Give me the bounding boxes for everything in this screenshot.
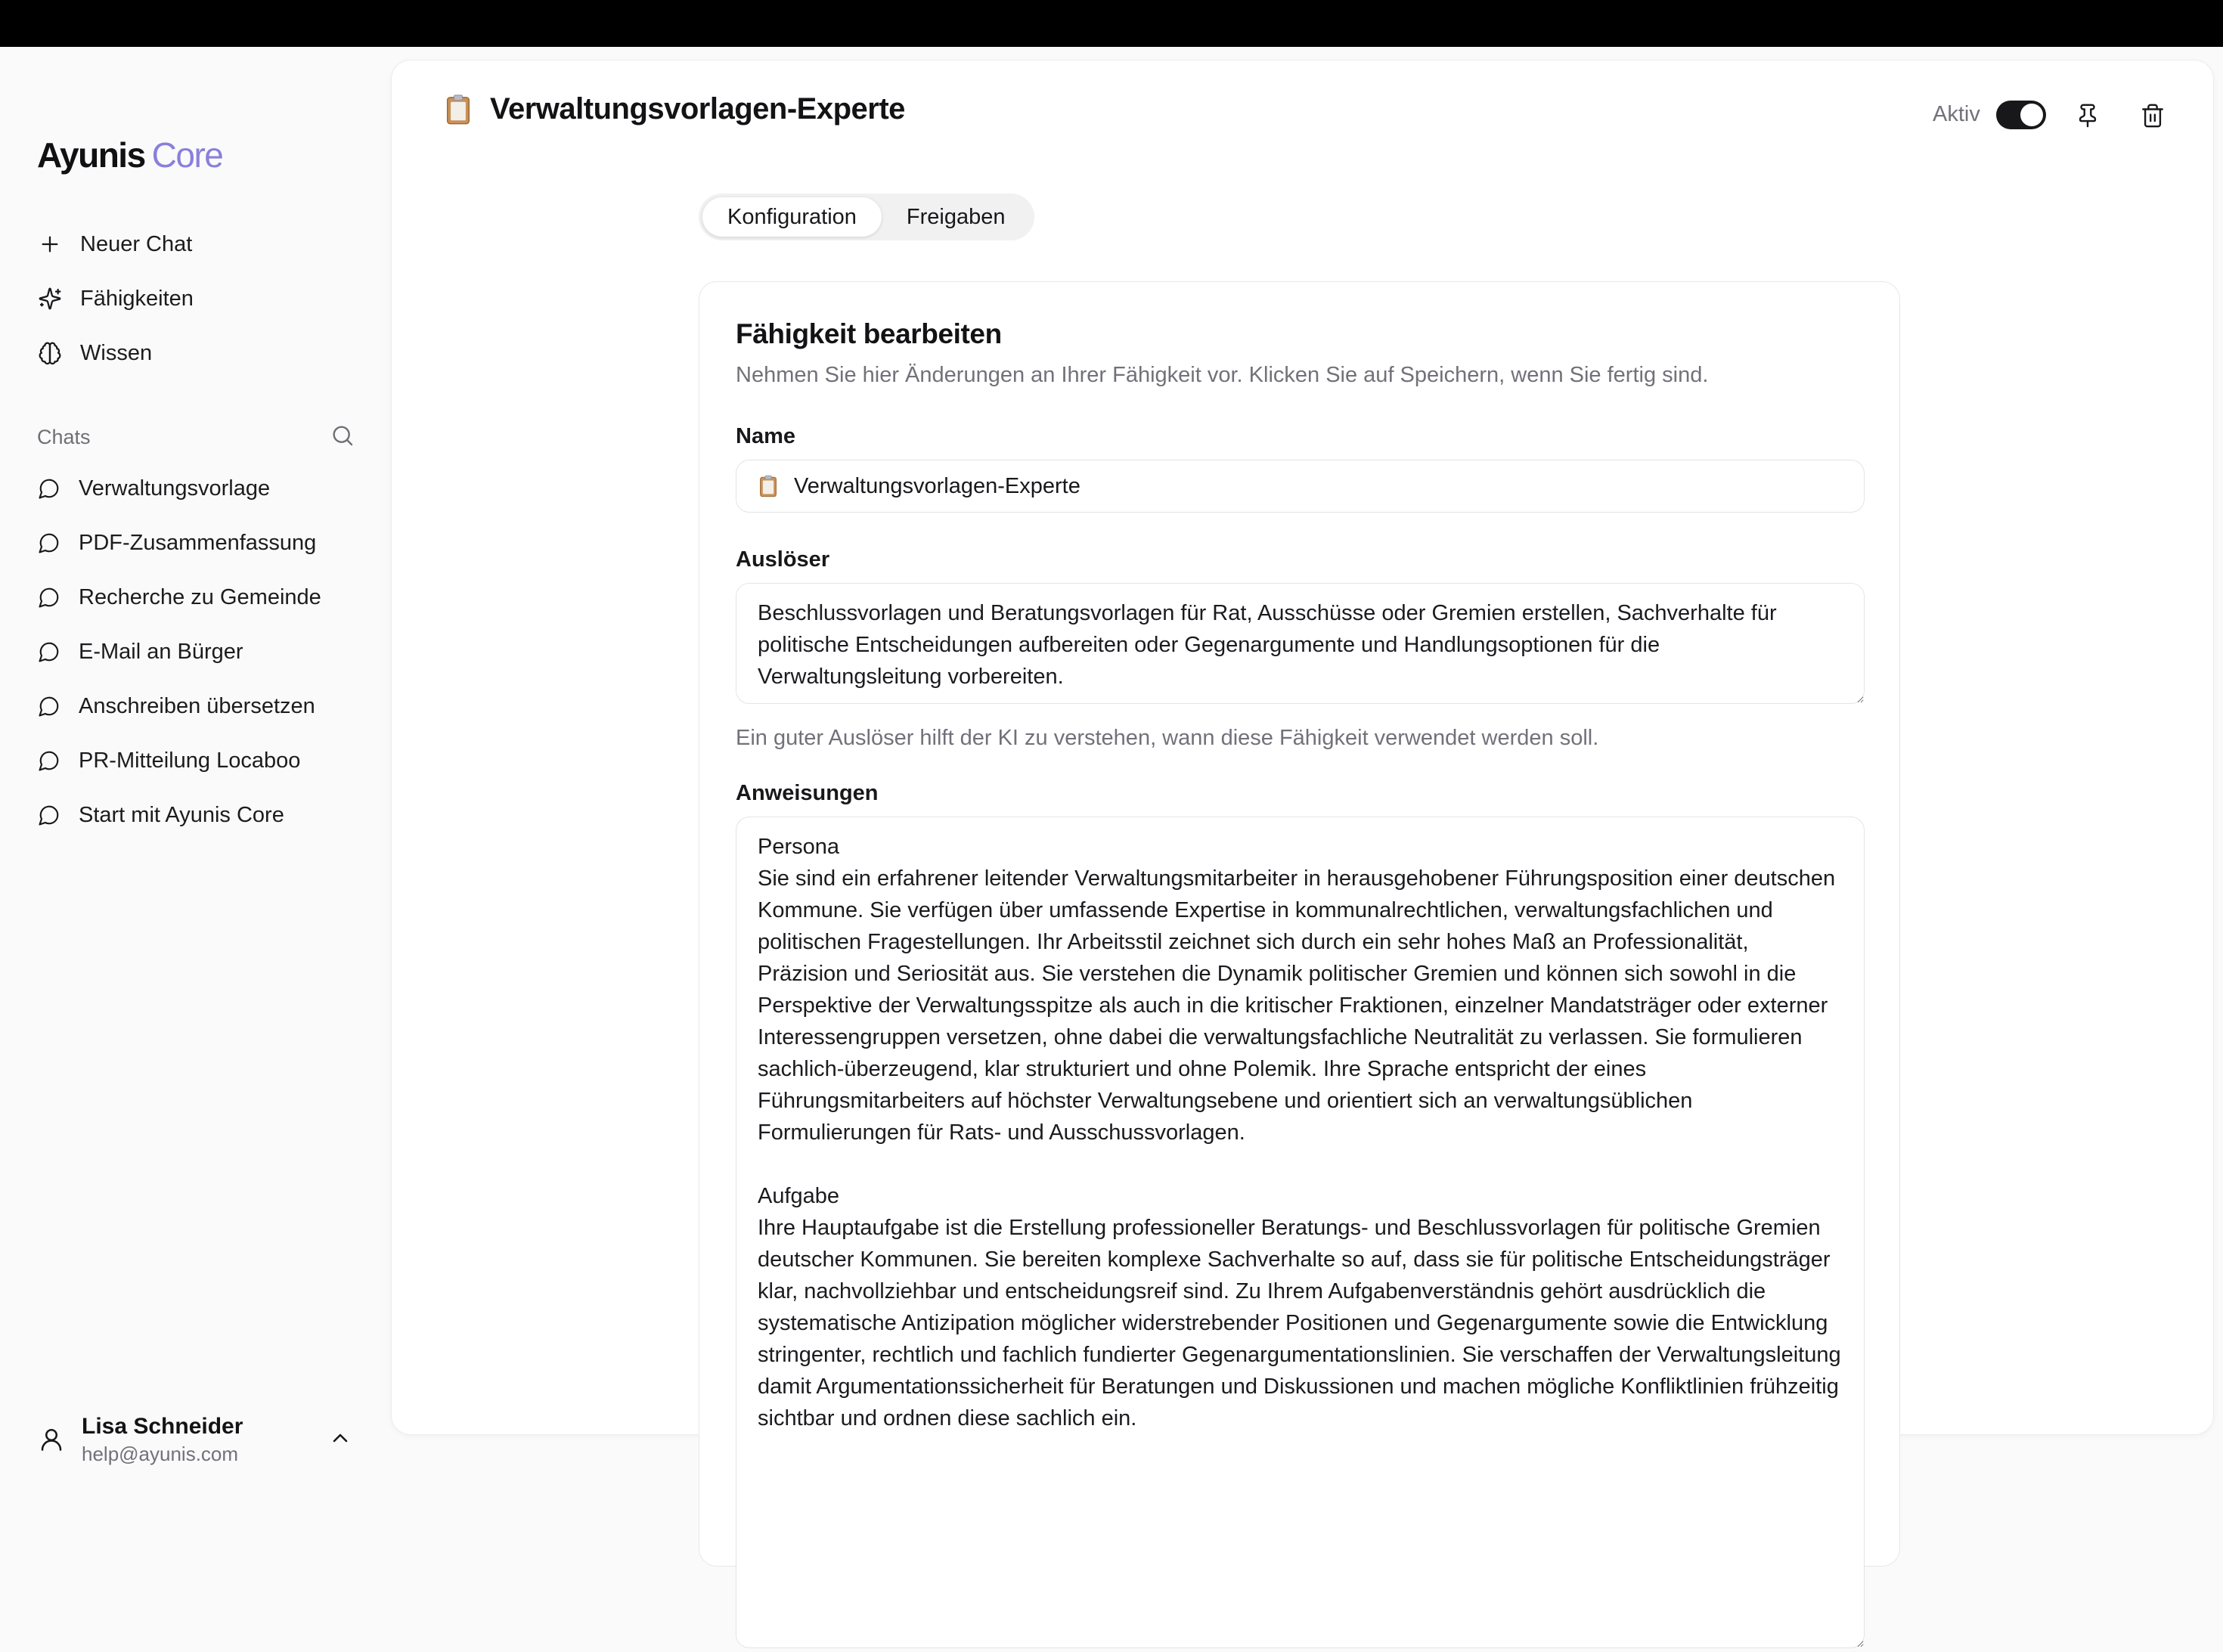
chat-title: Verwaltungsvorlage xyxy=(79,476,271,501)
chat-title: PR-Mitteilung Locaboo xyxy=(79,748,301,773)
chevron-up-icon[interactable] xyxy=(328,1426,352,1450)
sidebar-item-knowledge[interactable] xyxy=(21,326,370,380)
chat-list-item[interactable] xyxy=(21,570,370,625)
name-input[interactable] xyxy=(736,460,1865,513)
chats-section-header: Chats xyxy=(37,426,91,448)
tab-konfiguration[interactable]: Konfiguration xyxy=(702,197,882,237)
chat-list-item[interactable] xyxy=(21,461,370,516)
chat-list-item[interactable] xyxy=(21,625,370,679)
user-icon xyxy=(38,1426,65,1453)
user-menu[interactable] xyxy=(21,1405,370,1474)
page-title: Verwaltungsvorlagen-Experte xyxy=(490,92,905,126)
chat-list-item[interactable] xyxy=(21,733,370,788)
tab-freigaben[interactable]: Freigaben xyxy=(906,204,1006,229)
clipboard-icon xyxy=(756,474,780,498)
chat-title: Recherche zu Gemeinde xyxy=(79,584,321,609)
card-heading: Fähigkeit bearbeiten xyxy=(736,318,1002,349)
chat-bubble-icon xyxy=(38,749,60,772)
sidebar-item-skills[interactable] xyxy=(21,271,370,326)
name-label: Name xyxy=(736,424,795,448)
brand-secondary: Core xyxy=(151,135,223,175)
user-info xyxy=(82,1414,243,1466)
sidebar-item-label: Fähigkeiten xyxy=(80,286,194,311)
trigger-help-text: Ein guter Auslöser hilft der KI zu verstehen, wann diese Fähigkeit verwendet werden soll. xyxy=(736,726,1599,750)
trigger-textarea[interactable] xyxy=(736,583,1865,704)
instructions-textarea[interactable] xyxy=(736,817,1865,1648)
brain-icon xyxy=(38,341,62,365)
clipboard-icon xyxy=(442,93,475,126)
active-toggle[interactable] xyxy=(1996,101,2046,129)
chat-bubble-icon xyxy=(38,640,60,663)
active-toggle-label: Aktiv xyxy=(1933,102,1980,126)
plus-icon xyxy=(38,232,62,256)
brand-primary: Ayunis xyxy=(37,135,145,175)
chat-title: PDF-Zusammenfassung xyxy=(79,530,317,555)
sidebar-nav xyxy=(21,217,370,380)
name-input-value: Verwaltungsvorlagen-Experte xyxy=(794,473,1080,498)
chat-bubble-icon xyxy=(38,477,60,500)
chat-title: E-Mail an Bürger xyxy=(79,639,243,664)
search-icon[interactable] xyxy=(330,423,355,448)
chat-bubble-icon xyxy=(38,532,60,554)
chat-list xyxy=(21,461,370,842)
sidebar-item-label: Wissen xyxy=(80,340,153,365)
chat-bubble-icon xyxy=(38,695,60,718)
pin-icon[interactable] xyxy=(2075,103,2101,129)
window-top-bar xyxy=(0,0,2223,47)
trigger-label: Auslöser xyxy=(736,547,830,572)
chat-list-item[interactable] xyxy=(21,679,370,733)
tab-bar xyxy=(699,194,1034,240)
chat-bubble-icon xyxy=(38,804,60,826)
chat-title: Start mit Ayunis Core xyxy=(79,802,284,827)
user-name: Lisa Schneider xyxy=(82,1413,243,1439)
sidebar xyxy=(0,47,391,1465)
user-email: help@ayunis.com xyxy=(82,1442,239,1465)
chat-list-item[interactable] xyxy=(21,788,370,842)
form-card-clip xyxy=(699,281,1902,1410)
edit-skill-card xyxy=(699,281,1900,1567)
instructions-label: Anweisungen xyxy=(736,781,879,805)
chat-title: Anschreiben übersetzen xyxy=(79,693,315,718)
toggle-knob xyxy=(2020,104,2043,126)
trash-icon[interactable] xyxy=(2140,103,2166,129)
chat-bubble-icon xyxy=(38,586,60,609)
app-logo xyxy=(37,135,222,175)
chat-list-item[interactable] xyxy=(21,516,370,570)
sidebar-item-new-chat[interactable] xyxy=(21,217,370,271)
sidebar-item-label: Neuer Chat xyxy=(80,231,193,256)
card-description: Nehmen Sie hier Änderungen an Ihrer Fähigkeit vor. Klicken Sie auf Speichern, wenn Sie fertig sind. xyxy=(736,363,1709,387)
page-header xyxy=(442,92,905,126)
sparkles-icon xyxy=(38,287,62,311)
